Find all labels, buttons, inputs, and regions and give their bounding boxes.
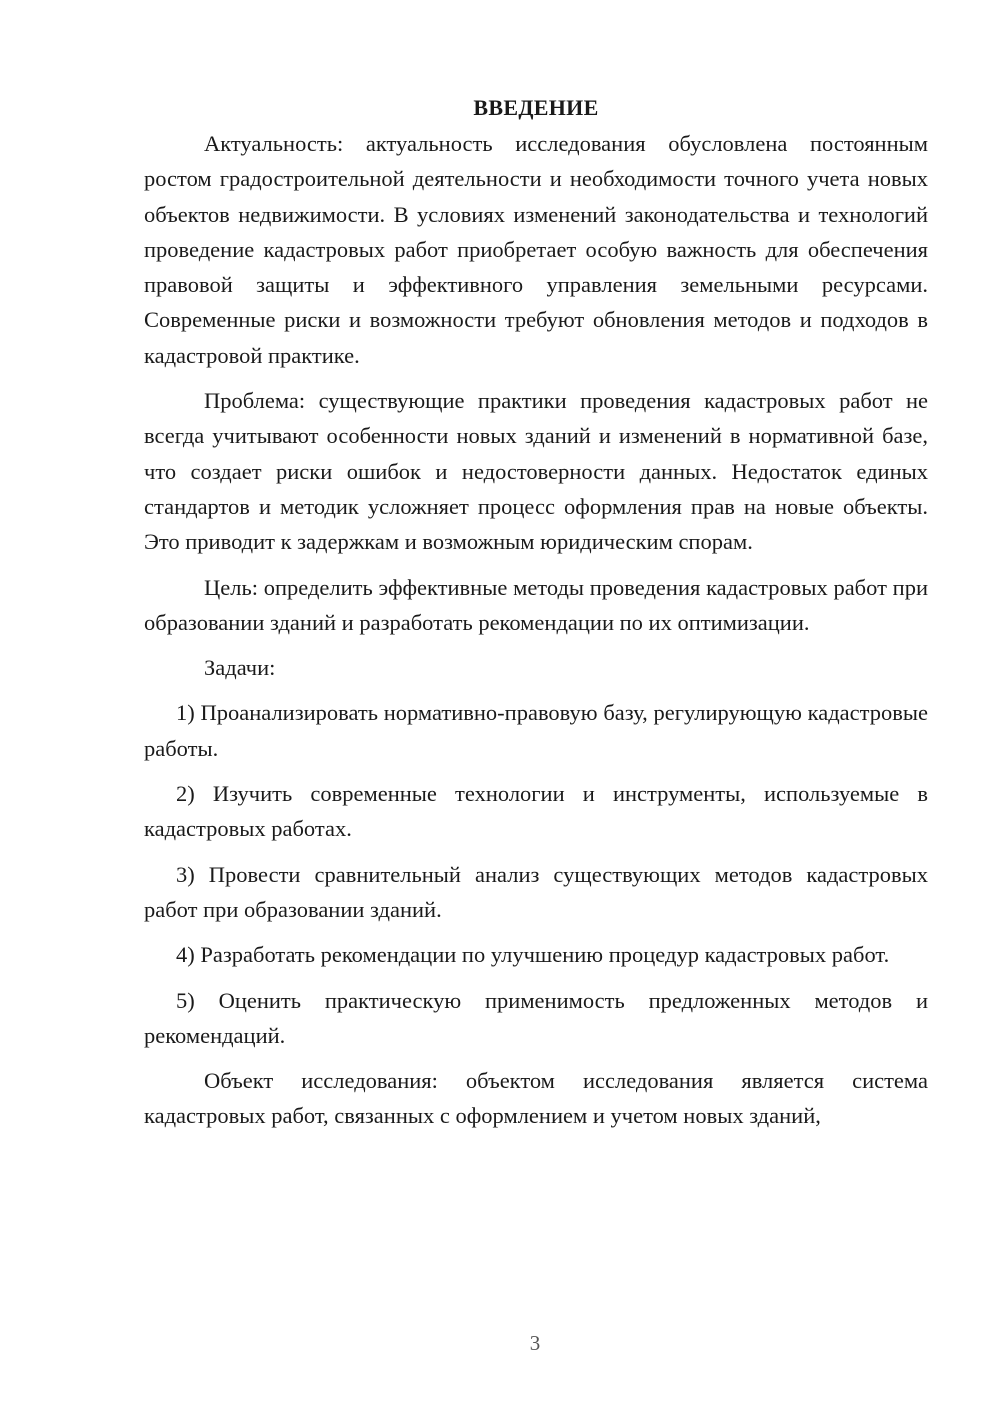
task-item-3: 3) Провести сравнительный анализ существующих методов кадастровых работ при образовании зданий.	[144, 861, 928, 922]
task-item-5: 5) Оценить практическую применимость предложенных методов и рекомендаций.	[144, 987, 928, 1048]
paragraph-problem: Проблема: существующие практики проведения кадастровых работ не всегда учитывают особенности новых зданий и изменений в нормативной базе, что создает риски ошибок и недостоверности данных. Недостаток единых стандартов и методик усложняет процесс оформления прав на новые объекты. Это приводит к задержкам и возможным юридическим спорам.	[144, 388, 928, 555]
document-title: ВВЕДЕНИЕ	[473, 95, 599, 120]
task-item-2: 2) Изучить современные технологии и инструменты, используемые в кадастровых работах.	[144, 781, 928, 842]
paragraph-relevance: Актуальность: актуальность исследования обусловлена постоянным ростом градостроительной деятельности и необходимости точного учета новых объектов недвижимости. В условиях изменений законодательства и технологий проведение кадастровых работ приобретает особую важность для обеспечения правовой защиты и эффективного управления земельными ресурсами. Современные риски и возможности требуют обновления методов и подходов в кадастровой практике.	[144, 131, 928, 368]
paragraph-goal: Цель: определить эффективные методы проведения кадастровых работ при образовании зданий и разработать рекомендации по их оптимизации.	[144, 574, 928, 635]
paragraph-object: Объект исследования: объектом исследования является система кадастровых работ, связанных с оформлением и учетом новых зданий,	[144, 1068, 928, 1129]
document-page	[144, 92, 928, 1134]
page-number: 3	[529, 1331, 541, 1355]
task-item-4: 4) Разработать рекомендации по улучшению процедур кадастровых работ.	[176, 942, 890, 968]
task-item-1: 1) Проанализировать нормативно-правовую базу, регулирующую кадастровые работы.	[144, 700, 928, 761]
tasks-heading: Задачи:	[204, 655, 276, 681]
